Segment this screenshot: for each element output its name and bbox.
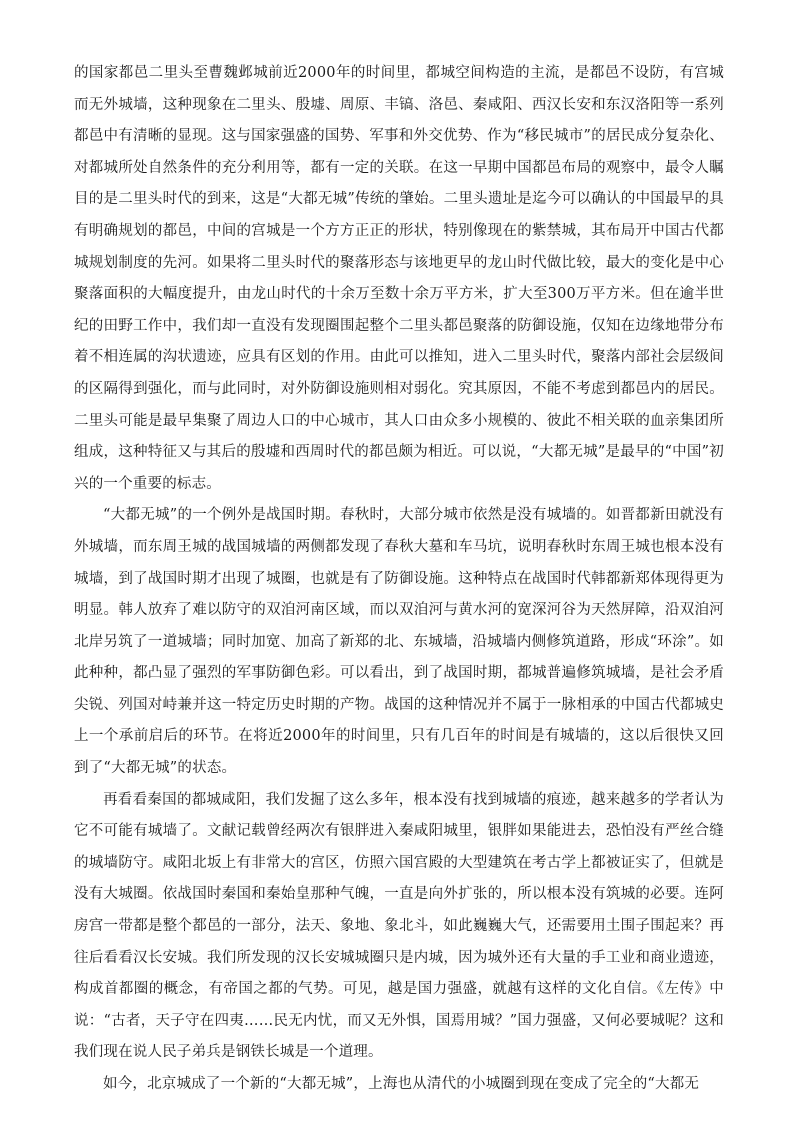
paragraph-2: “大都无城”的一个例外是战国时期。春秋时，大部分城市依然是没有城墙的。如晋都新田就没有外城墙，而东周王城的战国城墙的两侧都发现了春秋大墓和车马坑，说明春秋时东周王城也根本没有城墙，到了战国时期才出现了城圈，也就是有了防御设施。这种特点在战国时代韩都新郑体现得更为明显。韩人放弃了难以防守的双洎河南区域，而以双洎河与黄水河的宽深河谷为天然屏障，沿双洎河北岸另筑了一道城墙；同时加宽、加高了新郑的北、东城墙，沿城墙内侧修筑道路，形成“环涂”。如此种种，都凸显了强烈的军事防御色彩。可以看出，到了战国时期，都城普遍修筑城墙，是社会矛盾尖锐、列国对峙兼并这一特定历史时期的产物。战国的这种情况并不属于一脉相承的中国古代都城史上一个承前启后的环节。在将近2000年的时间里，只有几百年的时间是有城墙的，这以后很快又回到了“大都无城”的状态。 [74,507,724,777]
document-page [74,58,724,1101]
paragraph-1: 的国家都邑二里头至曹魏邺城前近2000年的时间里，都城空间构造的主流，是都邑不设防，有宫城而无外城墙，这种现象在二里头、殷墟、周原、丰镐、洛邑、秦咸阳、西汉长安和东汉洛阳等一系列都邑中有清晰的显现。这与国家强盛的国势、军事和外交优势、作为“移民城市”的居民成分复杂化、对都城所处自然条件的充分利用等，都有一定的关联。在这一早期中国都邑布局的观察中，最令人瞩目的是二里头时代的到来，这是“大都无城”传统的肇始。二里头遗址是迄今可以确认的中国最早的具有明确规划的都邑，中间的宫城是一个方方正正的形状，特别像现在的紫禁城，其布局开中国古代都城规划制度的先河。如果将二里头时代的聚落形态与该地更早的龙山时代做比较，最大的变化是中心聚落面积的大幅度提升，由龙山时代的十余万至数十余万平方米，扩大至300万平方米。但在逾半世纪的田野工作中，我们却一直没有发现圈围起整个二里头都邑聚落的防御设施，仅知在边缘地带分布着不相连属的沟状遗迹，应具有区划的作用。由此可以推知，进入二里头时代，聚落内部社会层级间的区隔得到强化，而与此同时，对外防御设施则相对弱化。究其原因，不能不考虑到都邑内的居民。二里头可能是最早集聚了周边人口的中心城市，其人口由众多小规模的、彼此不相关联的血亲集团所组成，这种特征又与其后的殷墟和西周时代的都邑颇为相近。可以说，“大都无城”是最早的“中国”初兴的一个重要的标志。 [74,65,724,492]
paragraph-4: 如今，北京城成了一个新的“大都无城”，上海也从清代的小城圈到现在变成了完全的“大都无 [103,1076,700,1092]
paragraph-3: 再看看秦国的都城咸阳，我们发掘了这么多年，根本没有找到城墙的痕迹，越来越多的学者认为它不可能有城墙了。文献记载曾经两次有银胖进入秦咸阳城里，银胖如果能进去，恐怕没有严丝合缝的城墙防守。咸阳北坂上有非常大的宫区，仿照六国宫殿的大型建筑在考古学上都被证实了，但就是没有大城圈。依战国时秦国和秦始皇那种气魄，一直是向外扩张的，所以根本没有筑城的必要。连阿房宫一带都是整个都邑的一部分，法天、象地、象北斗，如此巍巍大气，还需要用土围子围起来？再往后看看汉长安城。我们所发现的汉长安城城圈只是内城，因为城外还有大量的手工业和商业遗迹，构成首都圈的概念，有帝国之都的气势。可见，越是国力强盛，就越有这样的文化自信。《左传》中说：“古者，天子守在四夷……民无内忧，而又无外惧，国焉用城？”国力强盛，又何必要城呢？这和我们现在说人民子弟兵是钢铁长城是一个道理。 [74,791,724,1061]
